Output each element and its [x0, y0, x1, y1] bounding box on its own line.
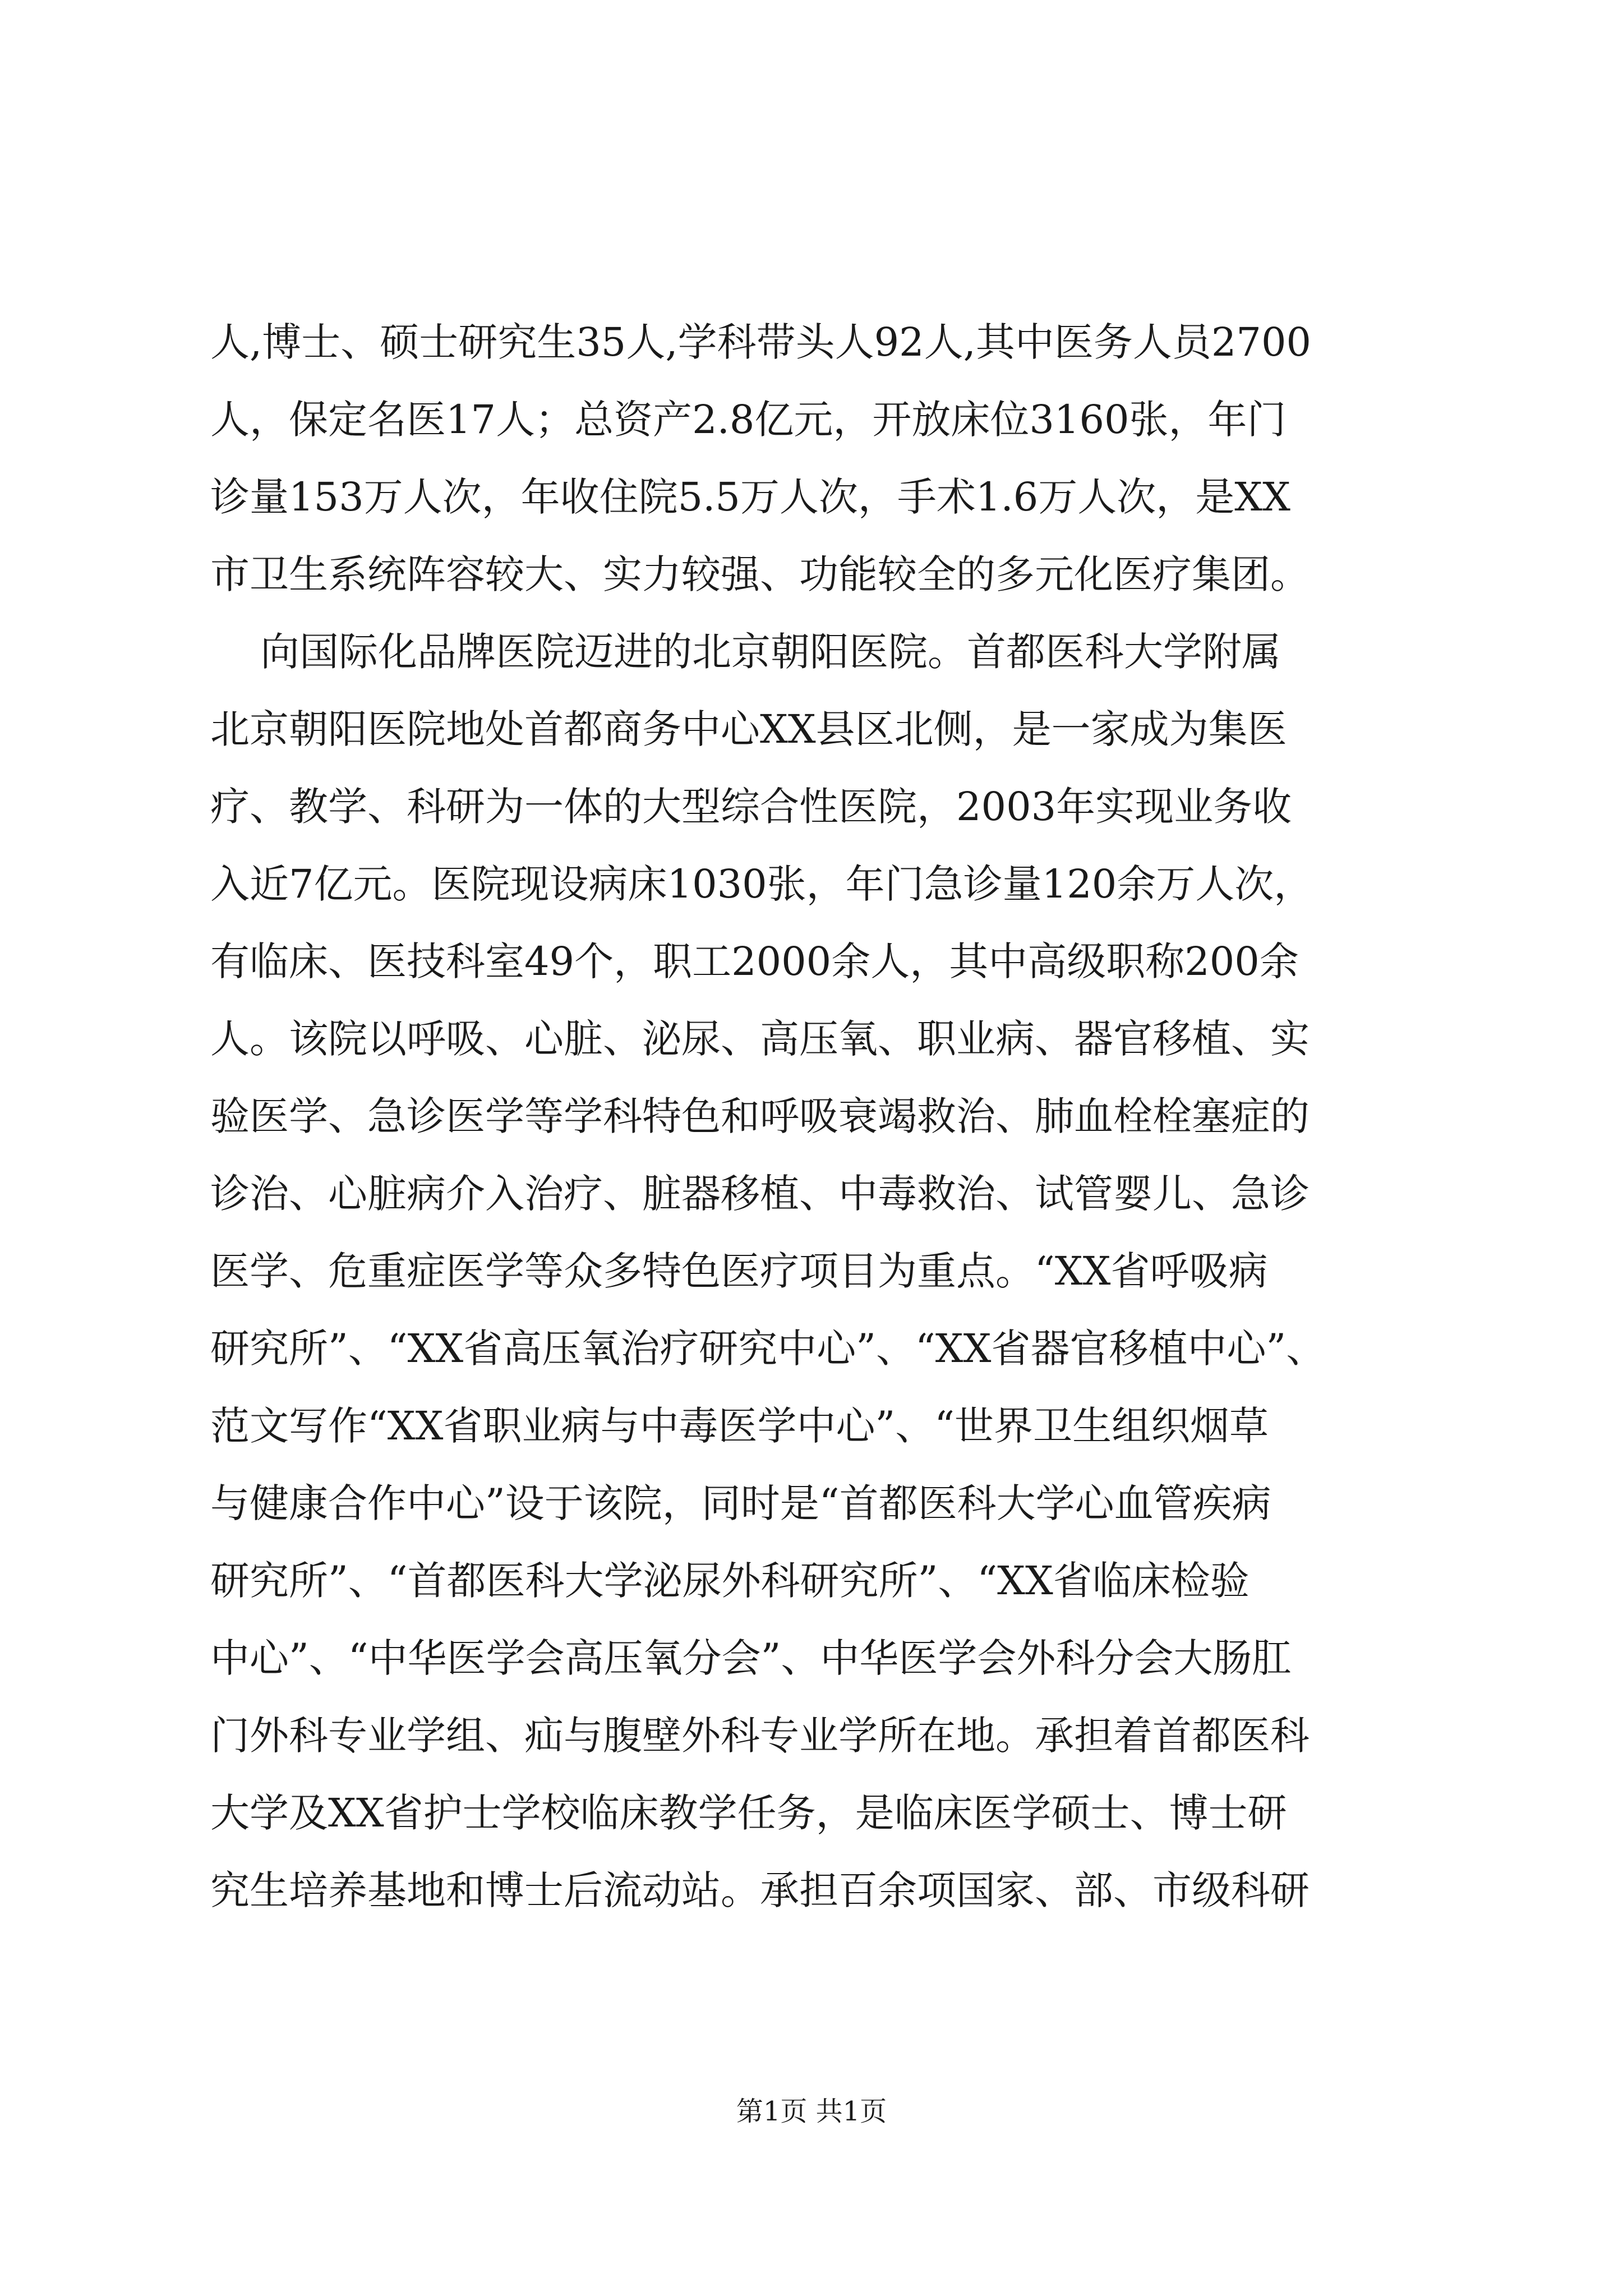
body-line-1: 人,博士、硕士研究生35人,学科带头人92人,其中医务人员2700: [210, 319, 1312, 365]
body-line-14: 研究所”、“XX省高压氧治疗研究中心”、“XX省器官移植中心”、: [210, 1326, 1326, 1372]
body-line-7: 疗、教学、科研为一体的大型综合性医院，2003年实现业务收: [210, 784, 1292, 830]
body-line-20: 大学及XX省护士学校临床教学任务，是临床医学硕士、博士研: [210, 1790, 1287, 1836]
body-line-9: 有临床、医技科室49个，职工2000余人，其中高级职称200余: [210, 938, 1299, 984]
body-line-16: 与健康合作中心”设于该院，同时是“首都医科大学心血管疾病: [210, 1480, 1271, 1526]
body-line-18: 中心”、“中华医学会高压氧分会”、中华医学会外科分会大肠肛: [210, 1635, 1292, 1681]
body-line-4: 市卫生系统阵容较大、实力较强、功能较全的多元化医疗集团。: [210, 551, 1310, 597]
body-line-13: 医学、危重症医学等众多特色医疗项目为重点。“XX省呼吸病: [210, 1248, 1268, 1294]
body-line-15: 范文写作“XX省职业病与中毒医学中心”、“世界卫生组织烟草: [210, 1403, 1269, 1449]
page-footer: 第1页 共1页: [736, 2096, 887, 2127]
body-line-6: 北京朝阳医院地处首都商务中心XX县区北侧，是一家成为集医: [210, 706, 1287, 752]
body-line-2: 人，保定名医17人；总资产2.8亿元，开放床位3160张，年门: [210, 397, 1287, 443]
body-line-5: 向国际化品牌医院迈进的北京朝阳医院。首都医科大学附属: [210, 629, 1281, 675]
body-line-17: 研究所”、“首都医科大学泌尿外科研究所”、“XX省临床检验: [210, 1558, 1249, 1604]
body-line-19: 门外科专业学组、疝与腹壁外科专业学所在地。承担着首都医科: [210, 1713, 1310, 1759]
body-line-21: 究生培养基地和博士后流动站。承担百余项国家、部、市级科研: [210, 1867, 1310, 1913]
body-line-8: 入近7亿元。医院现设病床1030张，年门急诊量120余万人次，: [210, 861, 1313, 907]
body-line-11: 验医学、急诊医学等学科特色和呼吸衰竭救治、肺血栓栓塞症的: [210, 1093, 1310, 1139]
body-line-10: 人。该院以呼吸、心脏、泌尿、高压氧、职业病、器官移植、实: [210, 1016, 1310, 1062]
body-line-3: 诊量153万人次，年收住院5.5万人次，手术1.6万人次，是XX: [210, 474, 1290, 520]
body-line-12: 诊治、心脏病介入治疗、脏器移植、中毒救治、试管婴儿、急诊: [210, 1171, 1310, 1217]
